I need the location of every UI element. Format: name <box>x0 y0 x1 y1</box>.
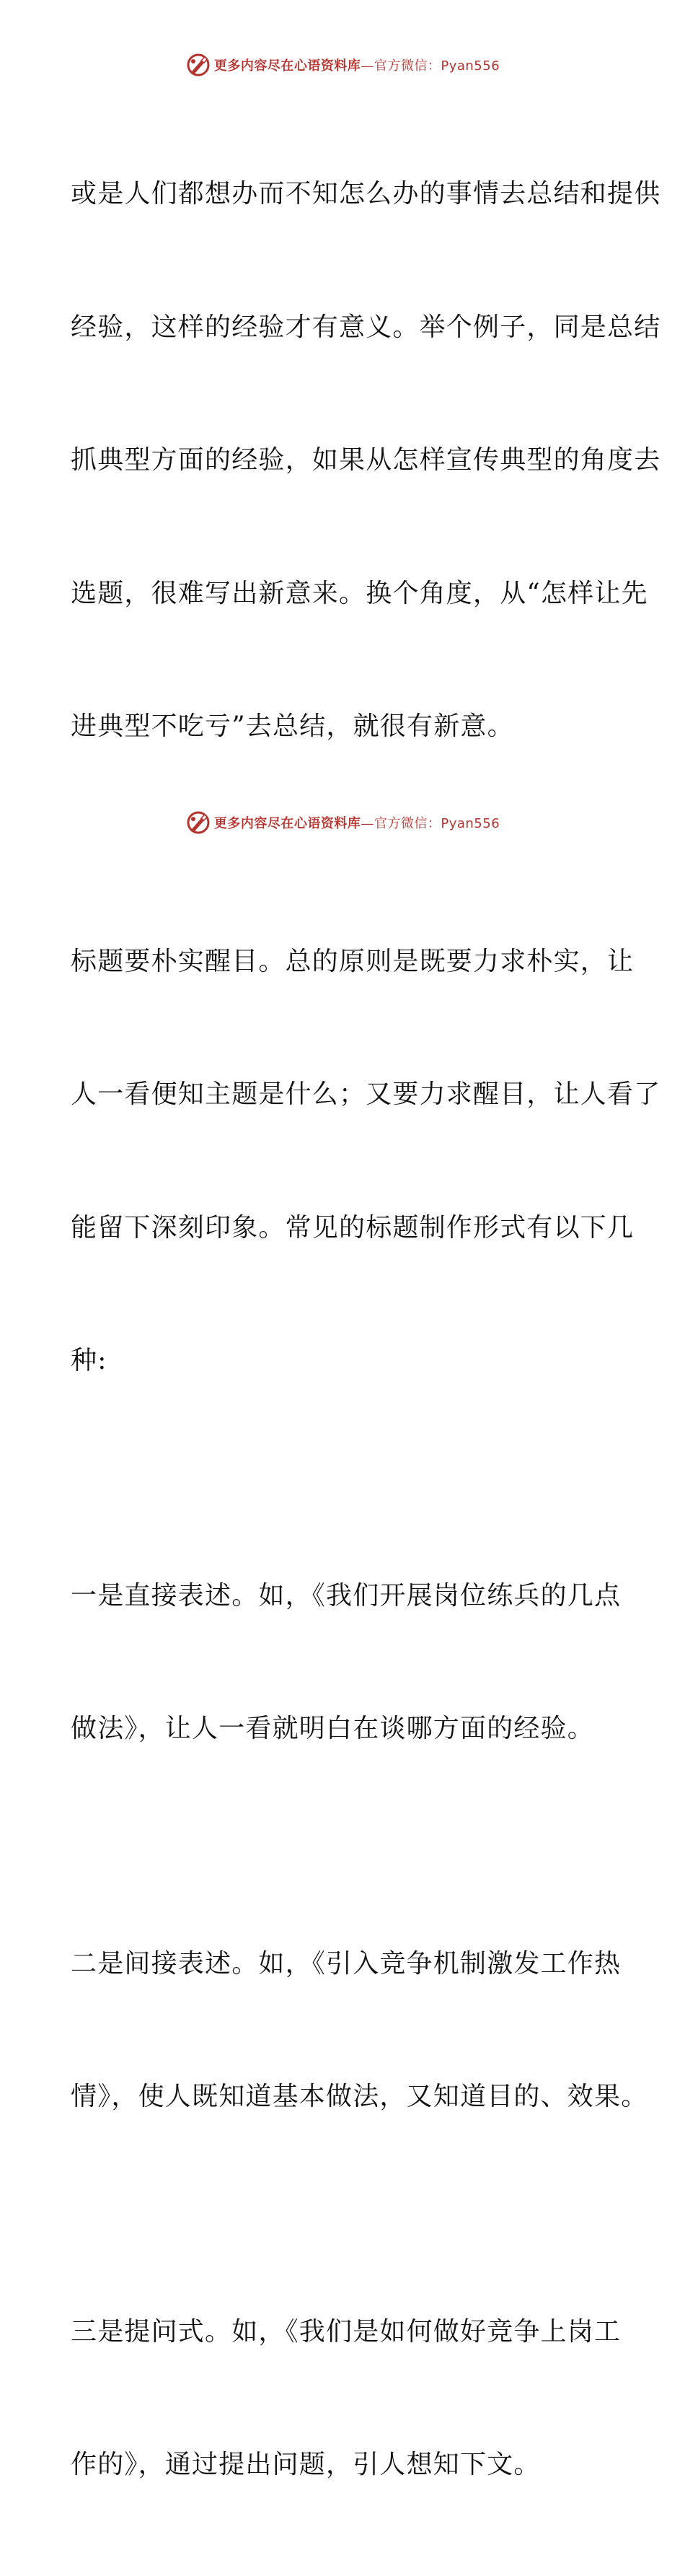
text-line: 做法》，让人一看就明白在谈哪方面的经验。 <box>71 1714 595 1743</box>
pen-logo-icon <box>185 52 211 78</box>
text-line: 种: <box>71 1346 107 1375</box>
footer-banner <box>0 808 685 837</box>
text-line: 一是直接表述。如，《我们开展岗位练兵的几点 <box>71 1580 622 1611</box>
banner-wechat-id: Pyan556 <box>441 58 500 74</box>
paragraph-5 <box>71 2221 622 2576</box>
banner-main-text: 更多内容尽在心语资料库 <box>213 816 361 831</box>
banner-official-label: 官方微信： <box>374 816 441 831</box>
text-line: 标题要朴实醒目。总的原则是既要力求朴实，让 <box>71 946 635 976</box>
header-banner <box>0 51 685 79</box>
banner-text <box>214 56 500 74</box>
document-body <box>71 83 661 2576</box>
paragraph-3 <box>71 1485 622 1840</box>
text-line: 进典型不吃亏”去总结，就很有新意。 <box>71 711 514 741</box>
text-line: 经验，这样的经验才有意义。举个例子，同是总结 <box>71 312 661 342</box>
text-line: 作的》，通过提出问题，引人想知下文。 <box>71 2450 541 2479</box>
text-line: 二是间接表述。如，《引入竞争机制激发工作热 <box>71 1948 622 1979</box>
text-line: 三是提问式。如，《我们是如何做好竞争上岗工 <box>71 2316 622 2347</box>
text-line: 抓典型方面的经验，如果从怎样宣传典型的角度去 <box>71 445 661 475</box>
pen-logo-icon <box>185 810 211 836</box>
text-line: 人一看便知主题是什么；又要力求醒目，让人看了 <box>71 1079 661 1109</box>
text-line: 能留下深刻印象。常见的标题制作形式有以下几 <box>71 1212 635 1243</box>
banner-main-text: 更多内容尽在心语资料库 <box>213 58 361 74</box>
paragraph-1 <box>71 83 661 838</box>
text-line: 选题，很难写出新意来。换个角度，从“怎样让先 <box>71 578 648 608</box>
paragraph-4 <box>71 1853 648 2208</box>
banner-official-label: 官方微信： <box>374 58 441 74</box>
banner-dash: — <box>361 816 374 831</box>
text-line: 或是人们都想办而不知怎么办的事情去总结和提供 <box>71 179 661 209</box>
paragraph-2 <box>71 851 661 1472</box>
text-line: 情》，使人既知道基本做法，又知道目的、效果。 <box>71 2082 648 2111</box>
banner-wechat-id: Pyan556 <box>441 816 500 831</box>
banner-dash: — <box>361 58 374 74</box>
banner-text <box>214 813 500 832</box>
